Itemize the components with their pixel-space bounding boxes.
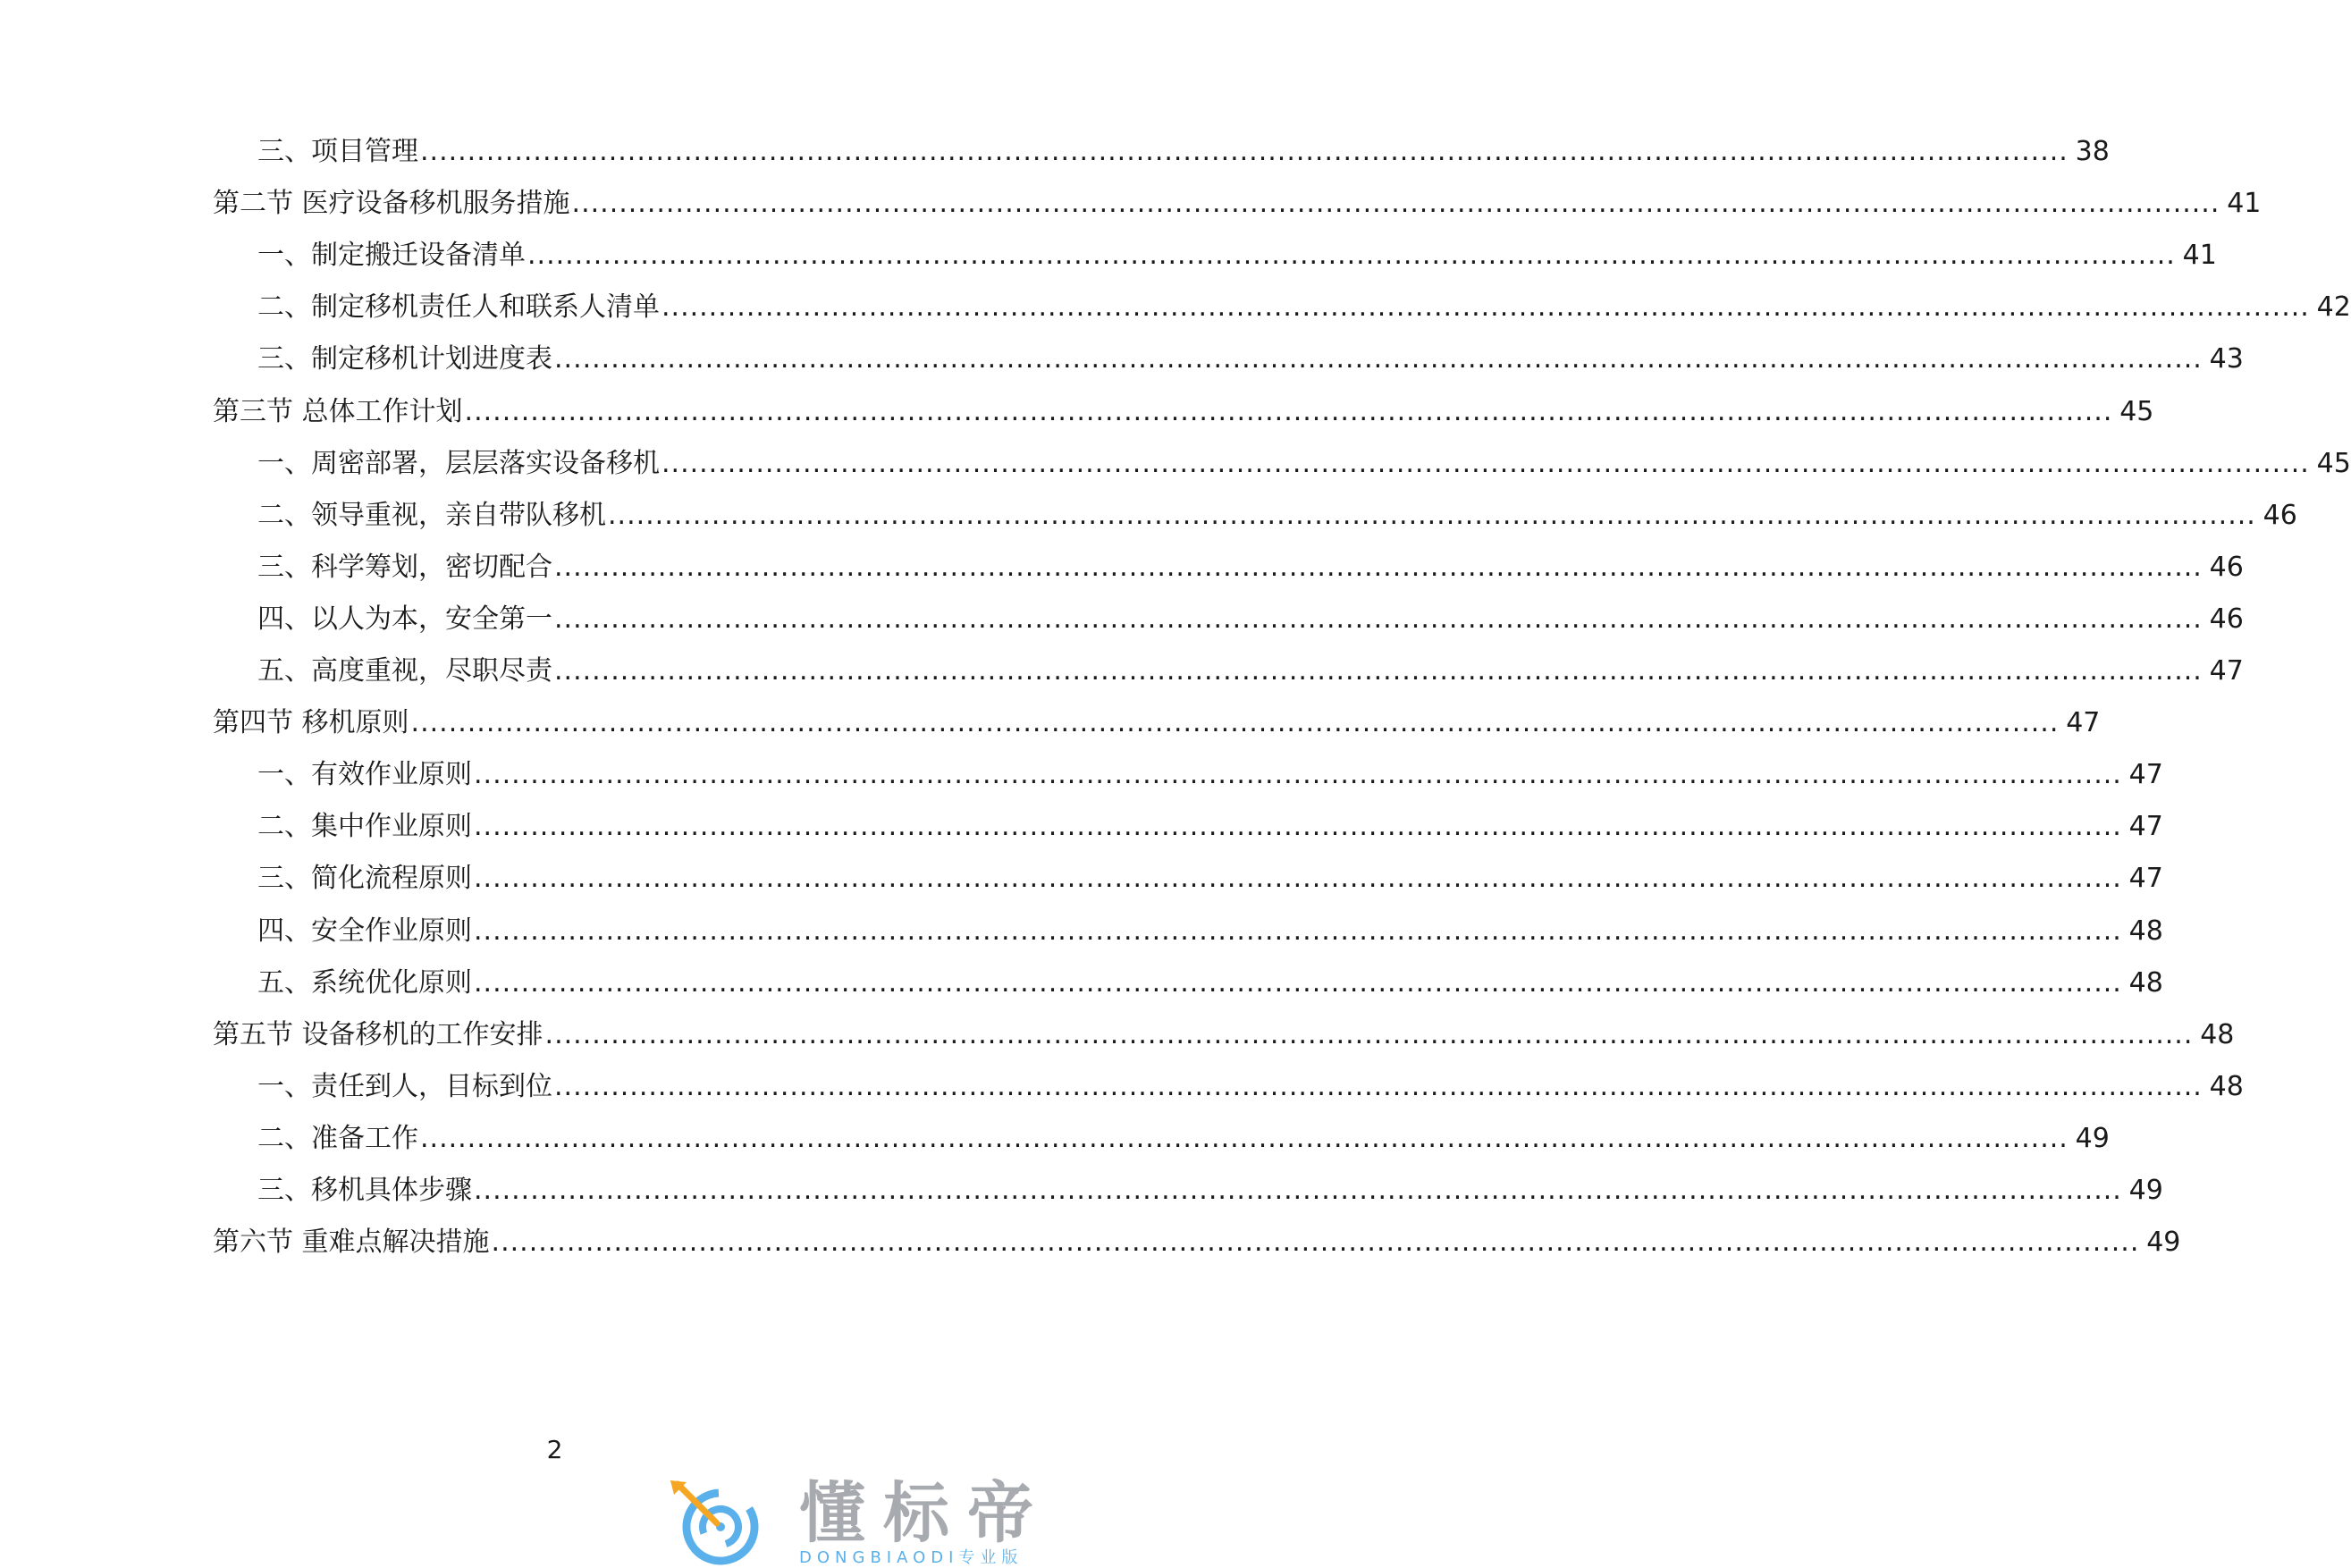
toc-entry-label: 一、周密部署，层层落实设备移机 [257,447,660,479]
toc-entry-page: 47 [2066,707,2101,739]
toc-dot-leader [661,443,2310,485]
toc-entry-page: 41 [2182,240,2217,272]
toc-dot-leader [545,1014,2194,1057]
toc-entry-page: 41 [2227,188,2262,220]
toc-section-entry[interactable] [0,1014,2235,1057]
toc-entry-label: 二、集中作业原则 [257,811,472,843]
toc-dot-leader [554,1066,2203,1109]
toc-section-entry[interactable] [0,391,2154,434]
toc-dot-leader [608,494,2256,537]
toc-dot-leader [474,754,2122,797]
toc-dot-leader [527,234,2176,277]
toc-entry[interactable] [0,1169,2163,1212]
toc-dot-leader [572,182,2220,225]
toc-entry-label: 第二节 医疗设备移机服务措施 [213,188,570,220]
watermark-subtitle: DONGBIAODI专业版 [799,1548,1024,1567]
toc-dot-leader [474,1169,2122,1212]
toc-entry-page: 49 [2128,1175,2163,1206]
toc-entry-page: 48 [2128,915,2163,947]
toc-entry-page: 43 [2209,343,2244,375]
toc-dot-leader [474,857,2122,900]
toc-entry-label: 第五节 设备移机的工作安排 [213,1018,544,1050]
toc-entry-page: 47 [2209,655,2244,687]
toc-dot-leader [465,391,2113,434]
toc-entry-label: 三、项目管理 [257,136,418,167]
toc-entry-label: 二、制定移机责任人和联系人清单 [257,291,660,324]
toc-entry-label: 一、责任到人，目标到位 [257,1070,552,1102]
toc-entry[interactable] [0,494,2297,537]
watermark-title: 懂标帝 [799,1475,1051,1552]
toc-entry-page: 42 [2316,291,2351,324]
target-arrow-icon [667,1477,763,1568]
toc-entry-page: 49 [2075,1122,2110,1154]
toc-entry-label: 一、有效作业原则 [257,759,472,791]
toc-entry-page: 38 [2075,136,2110,167]
toc-entry-label: 第三节 总体工作计划 [213,395,463,427]
toc-dot-leader [554,598,2203,641]
toc-entry-page: 46 [2263,499,2297,531]
toc-entry-label: 四、安全作业原则 [257,915,472,947]
toc-dot-leader [554,338,2203,381]
toc-entry-label: 第四节 移机原则 [213,707,409,739]
toc-entry[interactable] [0,443,2351,485]
toc-entry-label: 二、准备工作 [257,1122,418,1154]
toc-entry[interactable] [0,754,2163,797]
toc-section-entry[interactable] [0,702,2101,745]
toc-dot-leader [474,962,2122,1005]
toc-entry-page: 47 [2128,863,2163,895]
toc-section-entry[interactable] [0,182,2262,225]
toc-entry-label: 第六节 重难点解决措施 [213,1227,490,1259]
toc-dot-leader [474,805,2122,848]
toc-dot-leader [661,286,2310,329]
toc-entry-label: 三、制定移机计划进度表 [257,343,552,375]
toc-dot-leader [554,546,2203,589]
toc-dot-leader [420,1117,2069,1160]
toc-entry-label: 三、简化流程原则 [257,863,472,895]
toc-entry-page: 48 [2209,1070,2244,1102]
toc-entry-page: 47 [2128,811,2163,843]
toc-entry[interactable] [0,1117,2110,1160]
toc-entry[interactable] [0,598,2244,641]
toc-entry-page: 47 [2128,759,2163,791]
toc-dot-leader [420,131,2069,173]
toc-entry[interactable] [0,650,2244,693]
toc-entry[interactable] [0,1066,2244,1109]
toc-entry[interactable] [0,234,2217,277]
toc-entry-page: 46 [2209,551,2244,583]
toc-entry[interactable] [0,857,2163,900]
toc-entry-page: 48 [2128,966,2163,999]
toc-entry[interactable] [0,338,2244,381]
toc-entry[interactable] [0,546,2244,589]
toc-entry[interactable] [0,286,2351,329]
toc-entry-page: 45 [2119,395,2154,427]
toc-dot-leader [492,1221,2140,1264]
toc-entry-page: 48 [2200,1018,2235,1050]
toc-dot-leader [474,910,2122,953]
toc-entry-page: 46 [2209,603,2244,635]
toc-entry[interactable] [0,131,2110,173]
page-number: 2 [546,1435,563,1464]
toc-dot-leader [554,650,2203,693]
toc-entry-label: 五、高度重视，尽职尽责 [257,655,552,687]
toc-dot-leader [411,702,2060,745]
toc-entry-page: 49 [2146,1227,2181,1259]
toc-entry-label: 一、制定搬迁设备清单 [257,240,526,272]
toc-entry-label: 二、领导重视，亲自带队移机 [257,499,606,531]
toc-section-entry[interactable] [0,1221,2181,1264]
toc-entry-label: 三、移机具体步骤 [257,1175,472,1206]
toc-entry-label: 三、科学筹划，密切配合 [257,551,552,583]
toc-entry[interactable] [0,910,2163,953]
toc-entry-label: 五、系统优化原则 [257,966,472,999]
watermark-logo [667,1477,1096,1568]
toc-entry-page: 45 [2316,447,2351,479]
toc-entry[interactable] [0,962,2163,1005]
toc-entry-label: 四、以人为本，安全第一 [257,603,552,635]
toc-entry[interactable] [0,805,2163,848]
